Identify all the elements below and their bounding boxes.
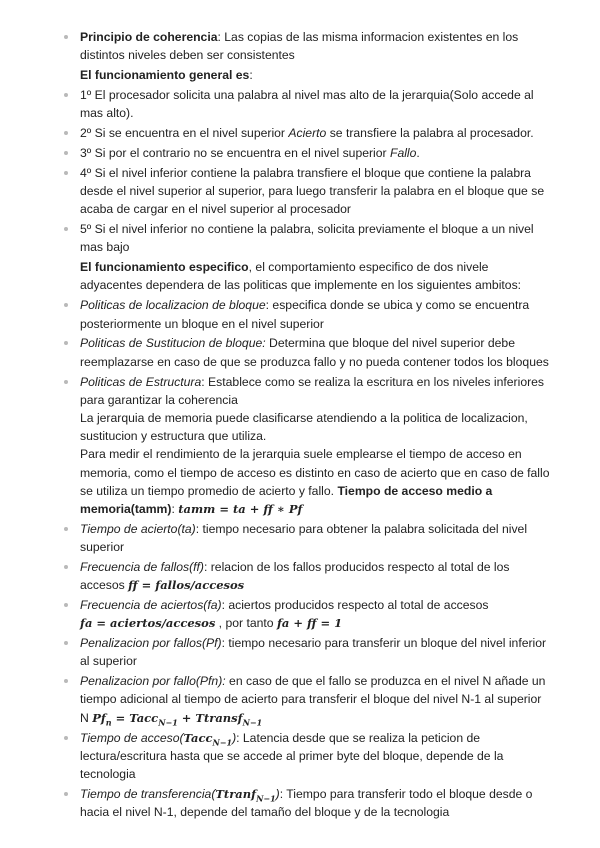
ff-formula: ff = fallos/accesos bbox=[128, 578, 245, 593]
steps-list bbox=[80, 86, 550, 257]
list-item-step-1: 1º El procesador solicita una palabra al nivel mas alto de la jerarquia(Solo accede al mas alto). bbox=[80, 86, 550, 122]
list-item-step-5: 5º Si el nivel inferior no contiene la palabra, solicita previamente el bloque a un nivel mas bajo bbox=[80, 220, 550, 256]
list-item-step-3: 3º Si por el contrario no se encuentra en el nivel superior Fallo. bbox=[80, 144, 550, 162]
document-body bbox=[80, 28, 550, 823]
list-item-step-4: 4º Si el nivel inferior contiene la palabra transfiere el bloque que contiene la palabra desde el nivel superior al superior, para luego transferir la palabra en el bloque que se acaba de cargar en el nivel superior al procesador bbox=[80, 164, 550, 219]
coherencia-title: Principio de coherencia bbox=[80, 30, 218, 44]
list-item-politica-estructura: Politicas de Estructura: Establece como se realiza la escritura en los niveles inferiores para garantizar la coherencia La jerarquia de memoria puede clasificarse atendiendo a la politica de localizacion, sustitucion y estructura que utiliza. Para medir el rendimiento de la jerarquia suele emplearse el tiempo de acceso en memoria, como el tiempo de acceso es distinto en caso de acierto que en caso de fallo se utiliza un tiempo promedio de acierto y fallo. Tiempo de acceso medio a memoria(tamm): tamm = ta + ff ∗ Pf bbox=[80, 373, 550, 519]
list-item-penalizacion-fallos: Penalizacion por fallos(Pf): tiempo necesario para transferir un bloque del nivel inferior al superior bbox=[80, 634, 550, 670]
list-item-politica-sustitucion: Politicas de Sustitucion de bloque: Determina que bloque del nivel superior debe reemplazarse en caso de que se produzca fallo y no pueda contener todos los bloques bbox=[80, 334, 550, 370]
fa-formula: fa = aciertos/accesos bbox=[80, 616, 216, 631]
list-item-frecuencia-fallos: Frecuencia de fallos(ff): relacion de los fallos producidos respecto al total de los accesos ff = fallos/accesos bbox=[80, 558, 550, 594]
list-item-tiempo-acierto: Tiempo de acierto(ta): tiempo necesario para obtener la palabra solicitada del nivel superior bbox=[80, 520, 550, 556]
bullet-list bbox=[80, 28, 550, 64]
funcionamiento-general-heading: El funcionamiento general es: bbox=[80, 68, 253, 83]
definiciones-list bbox=[80, 520, 550, 821]
pfn-formula: $Pf_n$ = Tacc$_{N-1}$ + Ttransf$_{N-1}$ bbox=[92, 710, 263, 727]
funcionamiento-especifico-paragraph: El funcionamiento especifico, el comportamiento especifico de dos nivele adyacentes dependera de las politicas que implemente en los siguientes ambitos: bbox=[80, 260, 522, 293]
list-item-penalizacion-fallo-n: Penalizacion por fallo(Pfn): en caso de que el fallo se produzca en el nivel N añade un tiempo adicional al tiempo de acierto para transferir el bloque del nivel N-1 al superior N $Pf_n$ = Tacc$_{N-1}$ + Ttransf$_{N-1}$ bbox=[80, 672, 550, 727]
coherencia-text: : Las copias de las misma informacion existentes en los distintos niveles deben ser consistentes bbox=[80, 30, 519, 63]
list-item-tiempo-acceso: Tiempo de acceso(Tacc$_{N-1}$): Latencia desde que se realiza la peticion de lectura/escritura hasta que se accede al primer byte del bloque, depende de la tecnologia bbox=[80, 729, 550, 784]
list-item-frecuencia-aciertos: Frecuencia de aciertos(fa): aciertos producidos respecto al total de accesos fa = aciertos/accesos , por tanto fa + ff = 1 bbox=[80, 596, 550, 632]
list-item-tiempo-transferencia: Tiempo de transferencia(Ttranf$_{N-1}$): Tiempo para transferir todo el bloque desde o hacia el nivel N-1, depende del tamaño del bloque y de la tecnologia bbox=[80, 785, 550, 821]
list-item-politica-localizacion: Politicas de localizacion de bloque: especifica donde se ubica y como se encuentra posteriormente un bloque en el nivel superior bbox=[80, 296, 550, 332]
list-item-step-2: 2º Si se encuentra en el nivel superior Acierto se transfiere la palabra al procesador. bbox=[80, 124, 550, 142]
fa-ff-formula: fa + ff = 1 bbox=[276, 616, 343, 631]
tacc-symbol: Tacc$_{N-1}$ bbox=[183, 730, 233, 747]
tamm-formula: tamm = ta + ff ∗ Pf bbox=[178, 501, 303, 516]
list-item-coherencia bbox=[80, 28, 550, 64]
clasificacion-paragraph: La jerarquia de memoria puede clasificarse atendiendo a la politica de localizacion, sustitucion y estructura que utiliza. bbox=[80, 410, 528, 444]
ttranf-symbol: Ttranf$_{N-1}$ bbox=[215, 786, 276, 804]
rendimiento-paragraph: Para medir el rendimiento de la jerarquia suele emplearse el tiempo de acceso en memoria, como el tiempo de acceso es distinto en caso de acierto que en caso de fallo se utiliza un tiempo promedio de acierto y fallo. Tiempo de acceso medio a memoria(tamm): tamm = ta + ff ∗ Pf bbox=[80, 447, 550, 516]
politicas-list bbox=[80, 296, 550, 518]
